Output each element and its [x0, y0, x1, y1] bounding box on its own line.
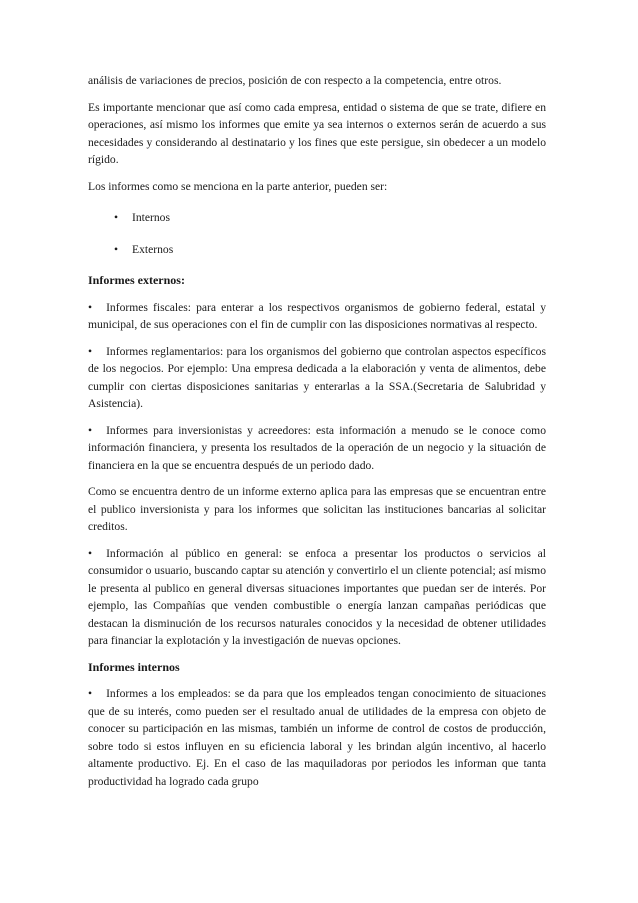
internal-reports-heading: Informes internos: [88, 659, 180, 674]
external-item-fiscal: • Informes fiscales: para enterar a los respectivos organismos de gobierno federal, estatal y municipal, de sus operaciones con el fin de cumplir con las disposiciones normativas al respecto.: [88, 299, 546, 334]
list-item: • Internos: [114, 209, 546, 227]
document-page: [88, 72, 546, 799]
external-item-regulatory: • Informes reglamentarios: para los organismos del gobierno que controlan aspectos específicos de los negocios. Por ejemplo: Una empresa dedicada a la elaboración y venta de alimentos, debe cumplir con ciertas disposiciones sanitarias y enterarlas a la SSA.(Secretaria de Salubridad y Asistencia).: [88, 343, 546, 413]
external-item-investors: • Informes para inversionistas y acreedores: esta información a menudo se le conoce como información financiera, y presenta los resultados de la operación de un negocio y la situación de financiera en la que se encuentra después de un periodo dado.: [88, 422, 546, 475]
external-item-public: • Información al público en general: se enfoca a presentar los productos o servicios al consumidor o usuario, buscando captar su atención y convertirlo el un cliente potencial; así mismo le presenta al publico en general diversas situaciones importantes que puedan ser de interés. Por ejemplo, las Compañías que venden combustible o energía lanzan campañas periódicas que destacan la disminución de los recursos naturales conocidos y la necesidad de obtener utilidades para financiar la explotación y la investigación de nuevas opciones.: [88, 545, 546, 650]
internal-item-employees: • Informes a los empleados: se da para que los empleados tengan conocimiento de situaciones que de su interés, como pueden ser el resultado anual de utilidades de la empresa con objeto de conocer su participación en las mismas, también un informe de control de costos de producción, sobre todo si estos influyen en su eficiencia laboral y les brindan algún incentivo, al hacerlo altamente productivo. Ej. En el caso de las maquiladoras por periodos les informan que tanta productividad ha logrado cada grupo: [88, 685, 546, 790]
intro-paragraph-1: análisis de variaciones de precios, posición de con respecto a la competencia, entre otros.: [88, 74, 502, 87]
external-note-paragraph: Como se encuentra dentro de un informe externo aplica para las empresas que se encuentran entre el publico inversionista y para los informes que solicitan las instituciones bancarias al solicitar creditos.: [88, 485, 546, 533]
intro-paragraph-3: Los informes como se menciona en la parte anterior, pueden ser:: [88, 179, 388, 193]
list-item: • Externos: [114, 241, 546, 259]
external-reports-heading: Informes externos:: [88, 273, 185, 287]
report-types-list: [88, 209, 546, 258]
intro-paragraph-2: Es importante mencionar que así como cada empresa, entidad o sistema de que se trate, difiere en operaciones, así mismo los informes que emite ya sea internos o externos serán de acuerdo a sus necesidades y considerando al destinatario y los fines que este persigue, sin obedecer a un modelo rígido.: [88, 100, 546, 166]
